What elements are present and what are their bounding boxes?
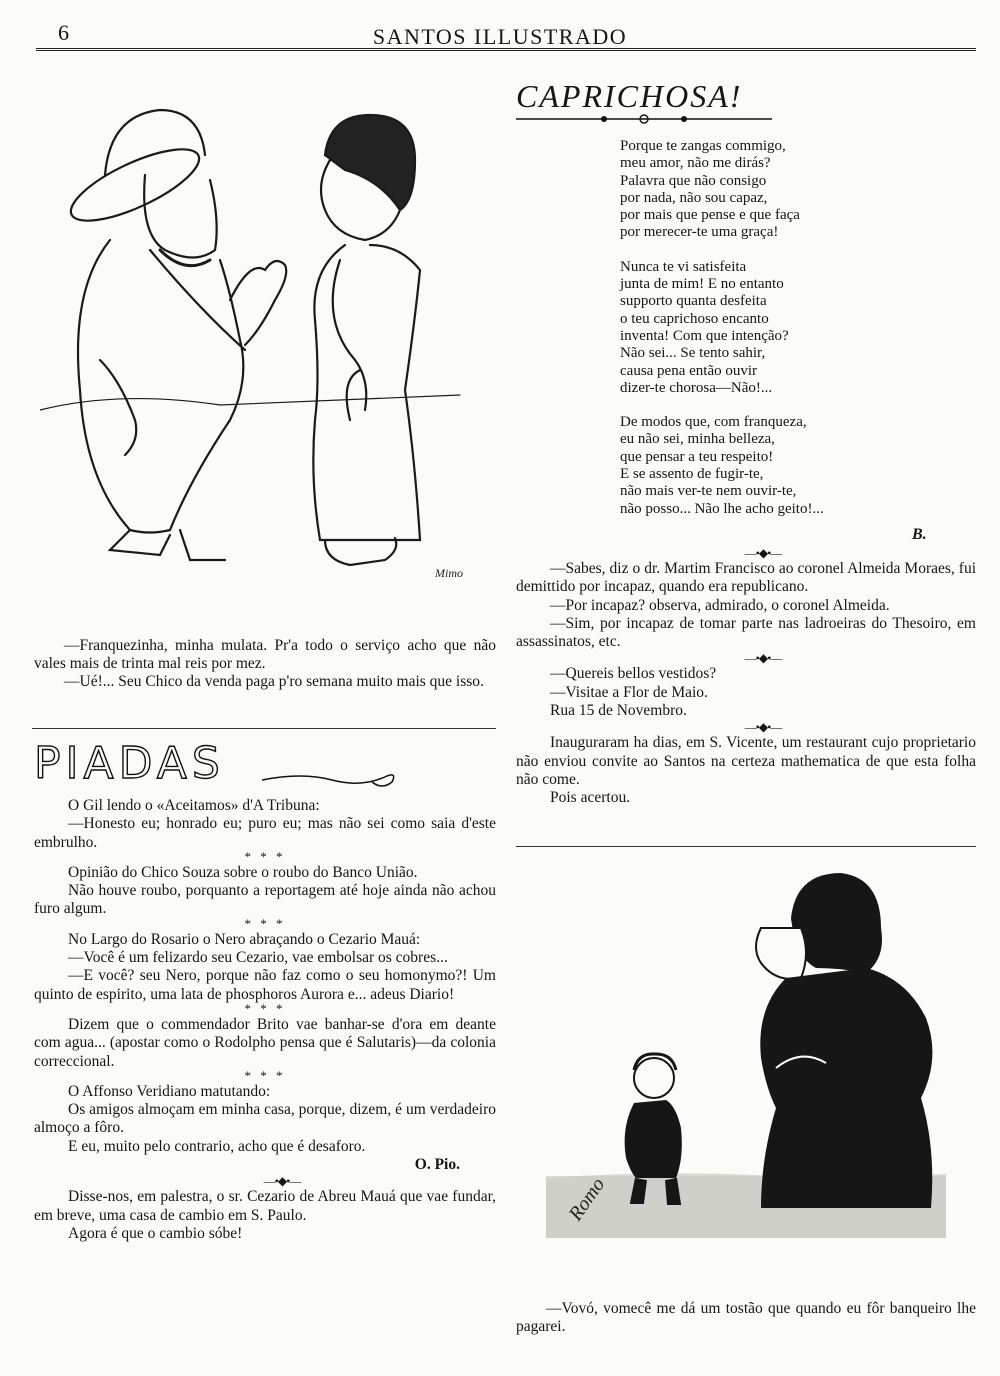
paragraph: Pois acertou. bbox=[550, 789, 631, 807]
verse: por mais que pense e que faça bbox=[620, 207, 800, 224]
star-separator: * * * bbox=[244, 848, 286, 864]
paragraph: O Gil lendo o «Aceitamos» d'A Tribuna: bbox=[68, 797, 320, 814]
star-separator: * * * bbox=[244, 1067, 286, 1083]
verse: causa pena então ouvir bbox=[620, 362, 758, 379]
verse: Porque te zangas commigo, bbox=[620, 138, 786, 154]
verse: não mais ver-te nem ouvir-te, bbox=[620, 483, 797, 500]
ornament-separator: —•◆•— bbox=[744, 720, 782, 735]
cartoon-farmer-and-woman bbox=[40, 60, 500, 620]
piadas-heading: PIADAS bbox=[34, 738, 225, 789]
woman-hair bbox=[325, 115, 415, 210]
paragraph: Agora é que o cambio sóbe! bbox=[68, 1224, 243, 1242]
paragraph: —Quereis bellos vestidos? bbox=[550, 665, 717, 683]
poem-signature: B. bbox=[912, 526, 927, 543]
hat-brim bbox=[62, 135, 207, 234]
cartoon1-caption bbox=[34, 637, 496, 691]
verse: por merecer-te uma graça! bbox=[620, 224, 779, 241]
paragraph: E eu, muito pelo contrario, acho que é desaforo. bbox=[68, 1137, 366, 1155]
farmer-body bbox=[78, 240, 243, 533]
notes-column bbox=[516, 546, 976, 808]
signature-o-pio: O. Pio. bbox=[414, 1156, 460, 1174]
verse: que pensar a teu respeito! bbox=[620, 448, 774, 465]
ground bbox=[40, 395, 460, 410]
cartoon1-signature: Mimo bbox=[435, 566, 463, 580]
verse: junta de mim! E no entanto bbox=[620, 276, 784, 293]
header-rule bbox=[36, 48, 976, 51]
paragraph: —Sabes, diz o dr. Martim Francisco ao coronel Almeida Moraes, fui demittido por incapaz, quando era republicano. bbox=[516, 560, 976, 596]
caprichosa-title: CAPRICHOSA! bbox=[516, 78, 743, 114]
poem-caprichosa bbox=[620, 138, 824, 518]
star-separator: * * * bbox=[244, 1000, 286, 1016]
paragraph: —Por incapaz? observa, admirado, o coronel Almeida. bbox=[550, 596, 890, 614]
paragraph: —Sim, por incapaz de tomar parte nas ladroeiras do Thesoiro, em assassinatos, etc. bbox=[516, 614, 976, 651]
paragraph: —Visitae a Flor de Maio. bbox=[550, 683, 708, 701]
verse: supporto quanta desfeita bbox=[620, 293, 767, 310]
paragraph: O Affonso Veridiano matutando: bbox=[68, 1082, 271, 1100]
masthead-title: SANTOS ILLUSTRADO bbox=[372, 24, 628, 49]
cartoon-grandmother-and-child bbox=[546, 858, 946, 1238]
verse: Não sei... Se tento sahir, bbox=[620, 345, 766, 362]
page-number: 6 bbox=[58, 20, 69, 45]
title-ornament-rule bbox=[514, 112, 774, 126]
paragraph: Rua 15 de Novembro. bbox=[550, 702, 687, 720]
paragraph: —Você é um felizardo seu Cezario, vae embolsar os cobres... bbox=[68, 949, 448, 967]
verse: E se assento de fugir-te, bbox=[620, 466, 764, 483]
verse: Palavra que não consigo bbox=[620, 172, 767, 189]
hat-crown bbox=[105, 110, 205, 175]
verse: De modos que, com franqueza, bbox=[620, 414, 807, 431]
piadas-column bbox=[34, 797, 496, 1243]
verse: eu não sei, minha belleza, bbox=[620, 431, 775, 448]
verse: meu amor, não me dirás? bbox=[620, 155, 771, 172]
verse: não posso... Não lhe acho geito!... bbox=[620, 500, 824, 517]
farmer-head bbox=[144, 175, 217, 258]
section-rule-left bbox=[32, 728, 496, 729]
ornament-separator: —•◆•— bbox=[263, 1174, 301, 1189]
verse: por nada, não sou capaz, bbox=[620, 189, 768, 206]
paragraph: Não houve roubo, porquanto a reportagem até hoje ainda não achou furo algum. bbox=[34, 882, 496, 918]
paragraph: Disse-nos, em palestra, o sr. Cezario de Abreu Mauá que vae fundar, em breve, uma casa de cambio em S. Paulo. bbox=[34, 1188, 496, 1224]
paragraph: Inauguraram ha dias, em S. Vicente, um restaurant cujo proprietario não enviou convite ao Santos na certeza mathematica de que esta folha não come. bbox=[516, 734, 976, 788]
piadas-flourish bbox=[262, 768, 402, 798]
paragraph: —Honesto eu; honrado eu; puro eu; mas não sei como saia d'este embrulho. bbox=[34, 815, 496, 851]
caption-line: —Vovó, vomecê me dá um tostão que quando eu fôr banqueiro lhe pagarei. bbox=[516, 1300, 976, 1335]
section-rule-right bbox=[516, 846, 976, 847]
star-separator: * * * bbox=[244, 915, 286, 931]
caption-line: —Ué!... Seu Chico da venda paga p'ro semana muito mais que isso. bbox=[64, 673, 484, 690]
paragraph: Dizem que o commendador Brito vae banhar-se d'ora em deante com agua... (apostar como o Rodolpho pensa que é Salutaris)—da colonia correccional. bbox=[34, 1015, 496, 1070]
paragraph: Opinião do Chico Souza sobre o roubo do Banco União. bbox=[68, 863, 418, 881]
paragraph: —E você? seu Nero, porque não faz como o seu homonymo?! Um quinto de espirito, uma lata de phosphoros Aurora e... adeus Diario! bbox=[34, 967, 496, 1003]
paragraph: No Largo do Rosario o Nero abraçando o Cezario Mauá: bbox=[68, 930, 421, 948]
cartoon2-signature: Romo bbox=[564, 1173, 610, 1225]
caption-line: —Franquezinha, minha mulata. Pr'a todo o serviço acho que não vales mais de trinta mal reis por mez. bbox=[34, 637, 496, 672]
verse: o teu caprichoso encanto bbox=[620, 310, 769, 327]
paragraph: Os amigos almoçam em minha casa, porque, dizem, é um verdadeiro almoço a fôro. bbox=[34, 1101, 496, 1137]
verse: inventa! Com que intenção? bbox=[620, 327, 789, 344]
grandmother-figure bbox=[756, 873, 932, 1208]
verse: Nunca te vi satisfeita bbox=[620, 258, 747, 275]
cartoon2-caption bbox=[516, 1300, 976, 1336]
ornament-separator: —•◆•— bbox=[744, 546, 782, 560]
ornament-separator: —•◆•— bbox=[744, 651, 782, 666]
verse: dizer-te chorosa—Não!... bbox=[620, 379, 773, 396]
